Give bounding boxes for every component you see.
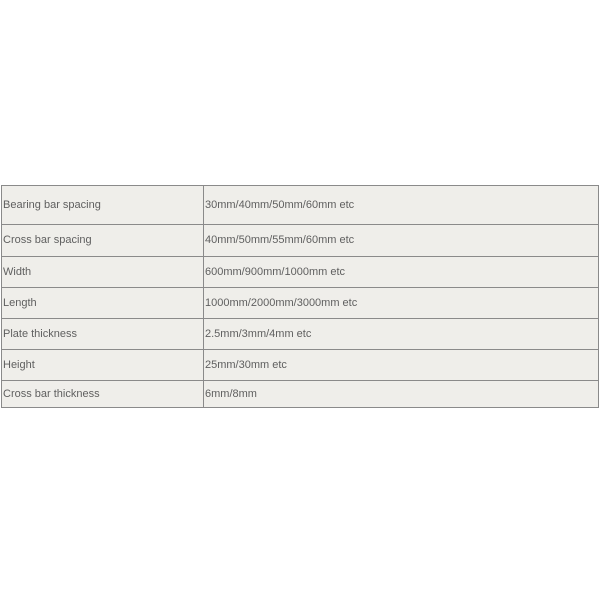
spec-label: Length xyxy=(2,288,204,319)
specification-table xyxy=(1,185,599,408)
table-row xyxy=(2,319,599,350)
spec-value: 600mm/900mm/1000mm etc xyxy=(204,257,599,288)
spec-value: 2.5mm/3mm/4mm etc xyxy=(204,319,599,350)
table-row xyxy=(2,186,599,225)
table-row xyxy=(2,225,599,257)
spec-value: 40mm/50mm/55mm/60mm etc xyxy=(204,225,599,257)
spec-value: 6mm/8mm xyxy=(204,381,599,408)
spec-label: Bearing bar spacing xyxy=(2,186,204,225)
table-row xyxy=(2,350,599,381)
table-row xyxy=(2,257,599,288)
table-row xyxy=(2,381,599,408)
spec-label: Cross bar spacing xyxy=(2,225,204,257)
spec-label: Width xyxy=(2,257,204,288)
spec-label: Height xyxy=(2,350,204,381)
spec-label: Cross bar thickness xyxy=(2,381,204,408)
spec-label: Plate thickness xyxy=(2,319,204,350)
spec-value: 30mm/40mm/50mm/60mm etc xyxy=(204,186,599,225)
table-row xyxy=(2,288,599,319)
spec-value: 1000mm/2000mm/3000mm etc xyxy=(204,288,599,319)
spec-value: 25mm/30mm etc xyxy=(204,350,599,381)
